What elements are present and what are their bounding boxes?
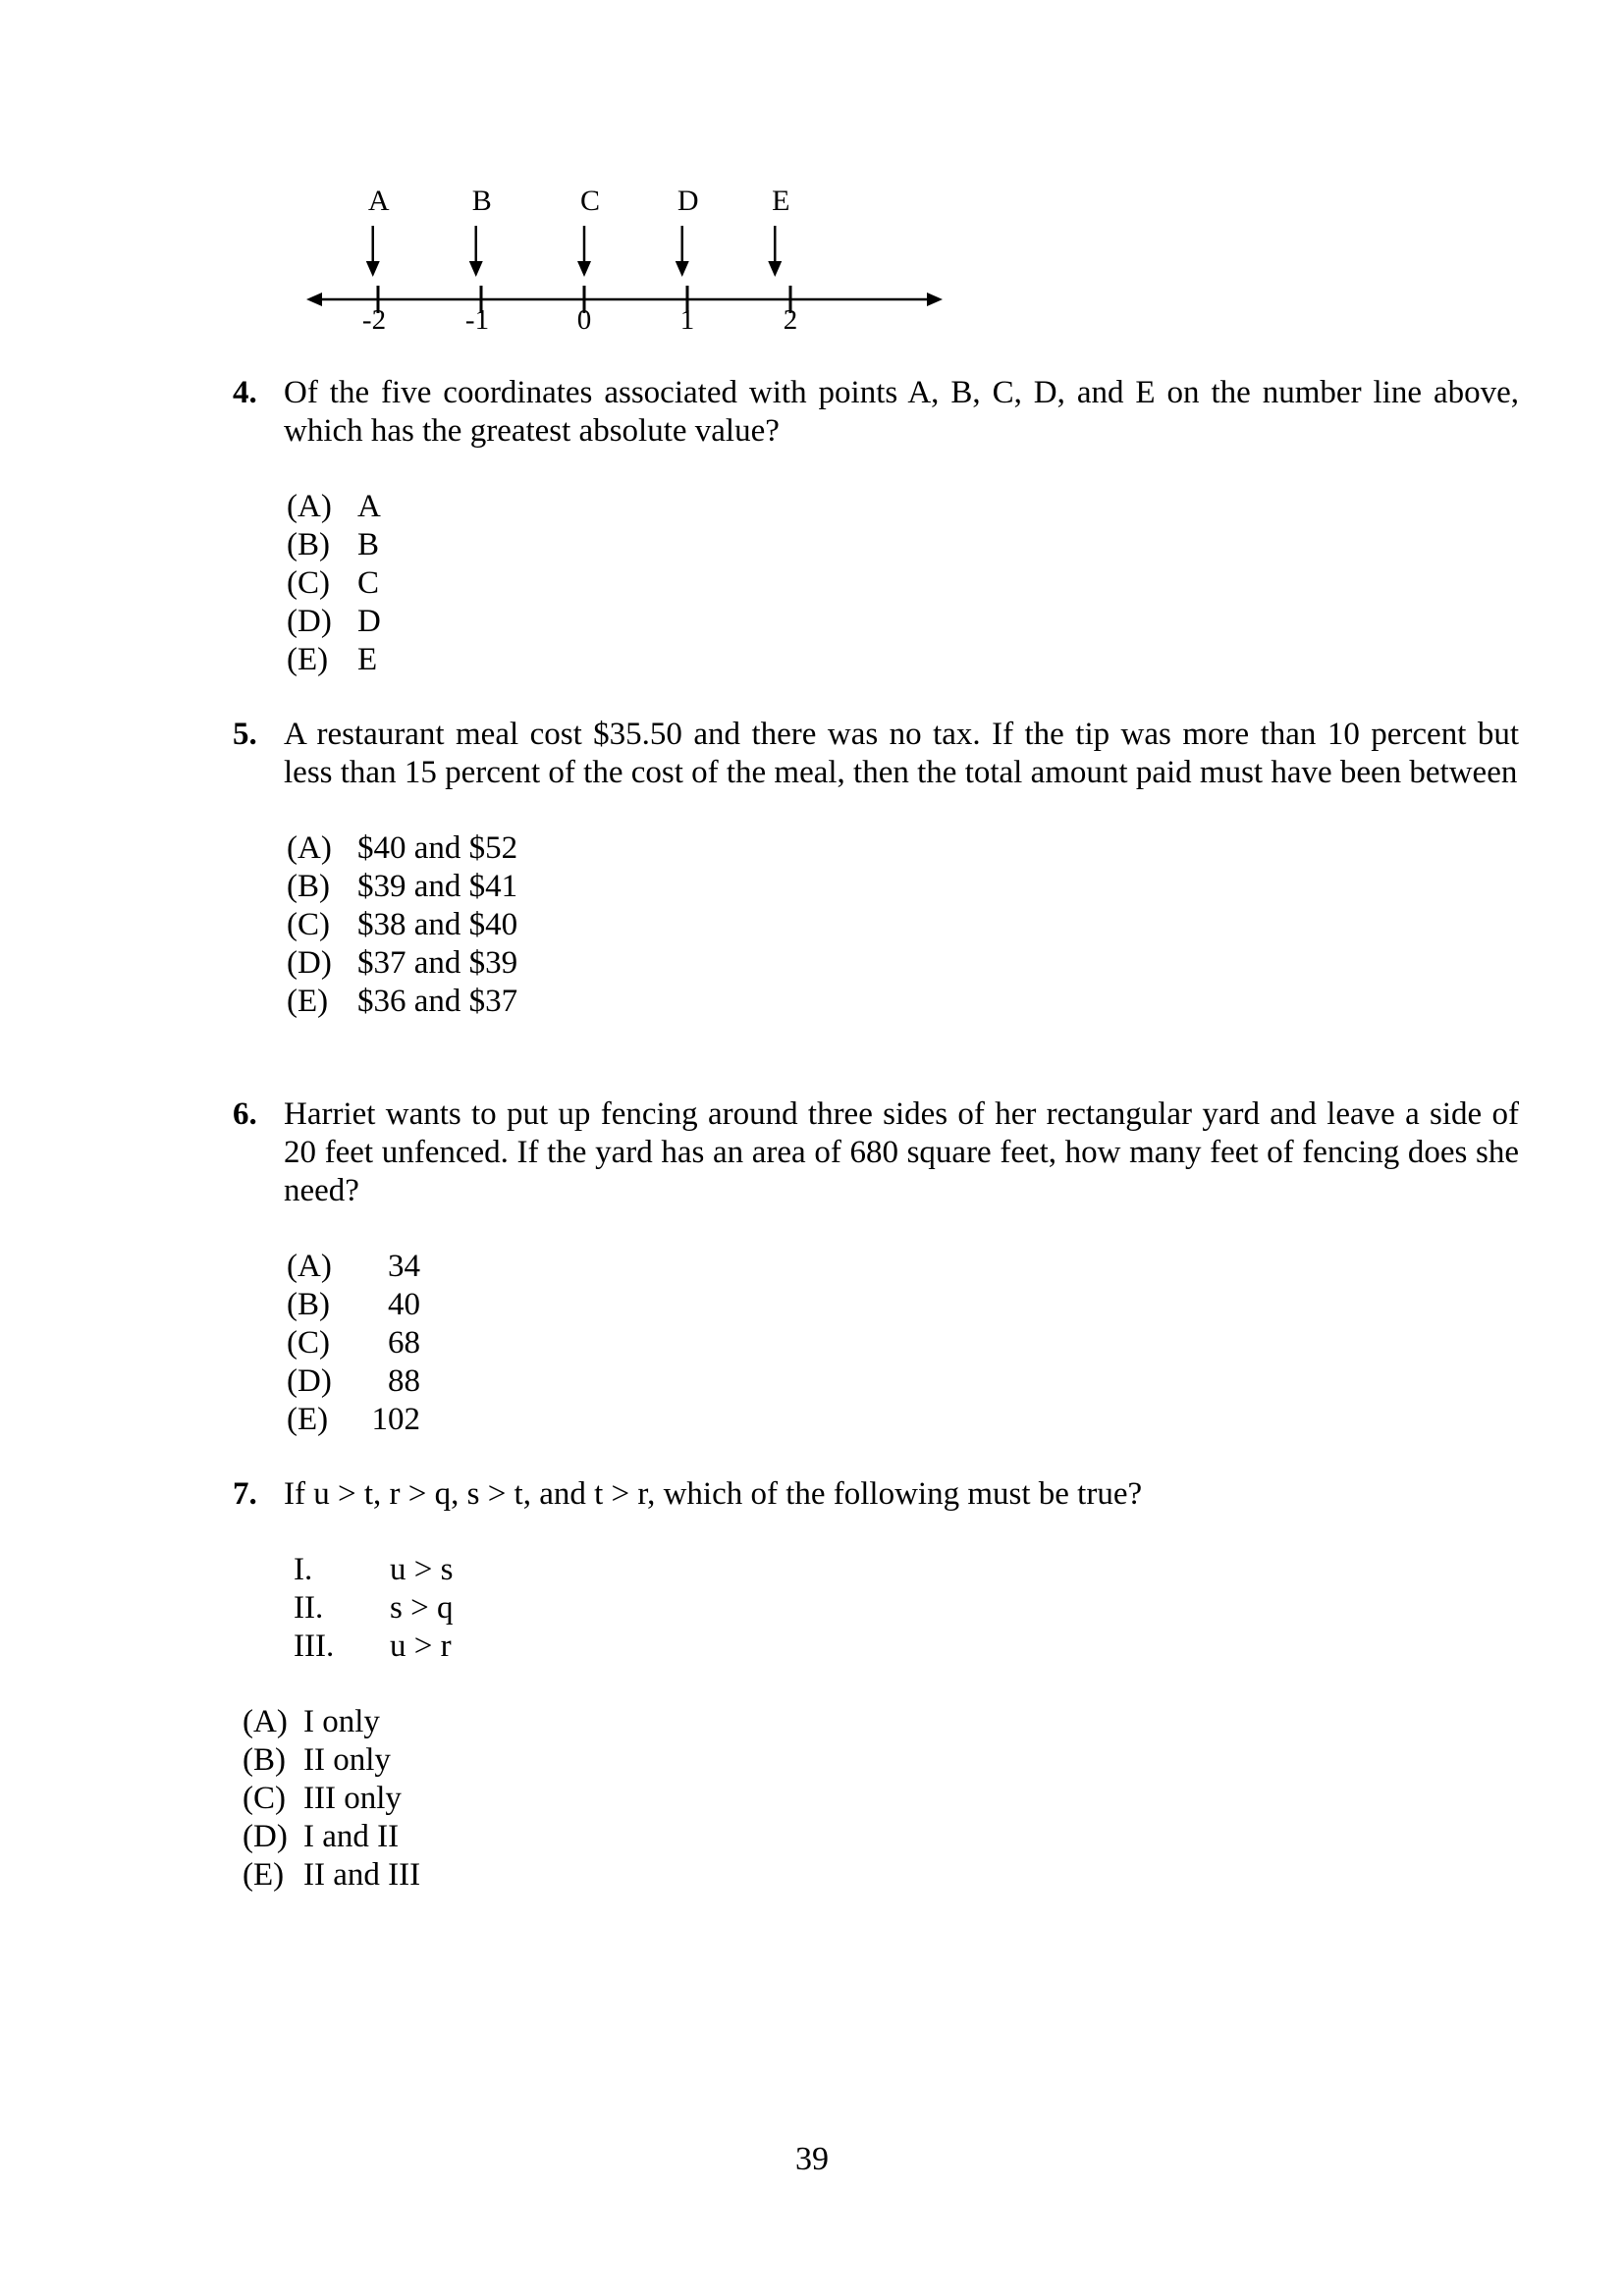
- point-label: E: [772, 185, 790, 217]
- answer-choice-e[interactable]: [287, 1401, 1519, 1439]
- answer-choice-b[interactable]: [287, 868, 1519, 906]
- point-arrow-e: [768, 185, 789, 277]
- choice-text: III only: [303, 1781, 402, 1816]
- question-number: 5.: [233, 717, 257, 752]
- choice-label: (D): [287, 1363, 332, 1399]
- choice-label: (C): [287, 565, 330, 601]
- choice-label: (C): [287, 907, 330, 942]
- answer-choices: [243, 1703, 1519, 1895]
- answer-choice-e[interactable]: [287, 641, 1519, 679]
- question-5: [233, 716, 1519, 1021]
- choice-text: C: [357, 565, 380, 601]
- question-stem: If u > t, r > q, s > t, and t > r, which of the following must be true?: [284, 1476, 1143, 1512]
- statement-iii: [294, 1628, 1519, 1666]
- tick-label: -2: [361, 304, 387, 336]
- point-arrow-d: [676, 185, 699, 277]
- choice-label: (B): [287, 527, 330, 562]
- number-line-figure: [295, 177, 962, 344]
- choice-text: $38 and $40: [357, 907, 518, 942]
- choice-text: 68: [388, 1325, 420, 1361]
- choice-text: I and II: [303, 1819, 400, 1854]
- choice-text: $36 and $37: [357, 984, 518, 1019]
- point-label: C: [579, 185, 601, 217]
- choice-text: $40 and $52: [357, 830, 518, 866]
- answer-choice-a[interactable]: [287, 488, 1519, 526]
- choice-label: (E): [287, 642, 329, 677]
- statement-list: [294, 1551, 1519, 1666]
- question-stem: A restaurant meal cost $35.50 and there was no tax. If the tip was more than 10 percent but less than 15 percent of the cost of the meal, then the total amount paid must have been between: [284, 717, 1519, 790]
- statement-label: II.: [294, 1590, 324, 1626]
- point-arrow-a: [366, 185, 390, 277]
- choice-label: (E): [287, 984, 329, 1019]
- question-number: 7.: [233, 1476, 257, 1512]
- answer-choice-e[interactable]: [243, 1856, 1519, 1895]
- answer-choice-c[interactable]: [287, 906, 1519, 944]
- answer-choice-c[interactable]: [287, 564, 1519, 603]
- question-stem: Harriet wants to put up fencing around three sides of her rectangular yard and leave a side of 20 feet unfenced. If the yard has an area of 680 square feet, how many feet of fencing does she need?: [284, 1096, 1519, 1208]
- statement-i: [294, 1551, 1519, 1589]
- choice-label: (E): [287, 1402, 329, 1437]
- choice-label: (C): [287, 1325, 330, 1361]
- answer-choices: [287, 1248, 1519, 1439]
- choice-text: E: [357, 642, 378, 677]
- right-arrowhead: [927, 293, 943, 306]
- choice-label: (D): [243, 1819, 288, 1854]
- question-number: 6.: [233, 1096, 257, 1132]
- choice-text: A: [357, 489, 381, 524]
- question-stem: Of the five coordinates associated with points A, B, C, D, and E on the number line above, which has the greatest absolute value?: [284, 375, 1519, 449]
- question-4: [233, 374, 1519, 679]
- answer-choice-a[interactable]: [287, 829, 1519, 868]
- tick-label: -1: [464, 304, 490, 336]
- question-number: 4.: [233, 375, 257, 410]
- answer-choice-d[interactable]: [287, 944, 1519, 983]
- tick-label: 1: [679, 304, 695, 336]
- choice-label: (B): [243, 1742, 286, 1778]
- answer-choice-c[interactable]: [287, 1324, 1519, 1362]
- choice-label: (B): [287, 869, 330, 904]
- choice-label: (A): [287, 489, 332, 524]
- point-arrow-c: [577, 185, 600, 277]
- choice-text: 88: [388, 1363, 420, 1399]
- choice-label: (A): [243, 1704, 288, 1739]
- statement-label: I.: [294, 1552, 313, 1587]
- statement-text: u > s: [390, 1552, 454, 1587]
- choice-text: 102: [371, 1402, 420, 1437]
- choice-text: II only: [303, 1742, 391, 1778]
- choice-text: II and III: [303, 1857, 421, 1893]
- point-label: A: [367, 185, 390, 217]
- statement-label: III.: [294, 1629, 335, 1664]
- choice-text: 40: [388, 1287, 420, 1322]
- choice-text: 34: [388, 1249, 420, 1284]
- choice-label: (A): [287, 830, 332, 866]
- answer-choice-a[interactable]: [287, 1248, 1519, 1286]
- answer-choices: [287, 488, 1519, 679]
- choice-text: D: [357, 604, 381, 639]
- choice-label: (E): [243, 1857, 285, 1893]
- statement-text: s > q: [390, 1590, 454, 1626]
- statement-ii: [294, 1589, 1519, 1628]
- tick-label: 2: [783, 304, 798, 336]
- choice-text: I only: [303, 1704, 380, 1739]
- question-7: [233, 1475, 1519, 1895]
- answer-choice-b[interactable]: [243, 1741, 1519, 1780]
- answer-choice-d[interactable]: [243, 1818, 1519, 1856]
- choice-label: (D): [287, 945, 332, 981]
- answer-choice-e[interactable]: [287, 983, 1519, 1021]
- choice-text: B: [357, 527, 380, 562]
- answer-choice-d[interactable]: [287, 603, 1519, 641]
- statement-text: u > r: [390, 1629, 452, 1664]
- page-number: 39: [795, 2141, 829, 2177]
- choice-text: $37 and $39: [357, 945, 518, 981]
- choice-label: (C): [243, 1781, 286, 1816]
- choice-label: (A): [287, 1249, 332, 1284]
- point-label: B: [471, 185, 492, 217]
- left-arrowhead: [306, 293, 322, 306]
- question-6: [233, 1095, 1519, 1439]
- choice-text: $39 and $41: [357, 869, 518, 904]
- point-arrow-b: [469, 185, 492, 277]
- answer-choice-b[interactable]: [287, 1286, 1519, 1324]
- point-label: D: [677, 185, 699, 217]
- answer-choice-b[interactable]: [287, 526, 1519, 564]
- choice-label: (D): [287, 604, 332, 639]
- answer-choices: [287, 829, 1519, 1021]
- choice-label: (B): [287, 1287, 330, 1322]
- tick-label: 0: [576, 304, 592, 336]
- answer-choice-d[interactable]: [287, 1362, 1519, 1401]
- answer-choice-a[interactable]: [243, 1703, 1519, 1741]
- answer-choice-c[interactable]: [243, 1780, 1519, 1818]
